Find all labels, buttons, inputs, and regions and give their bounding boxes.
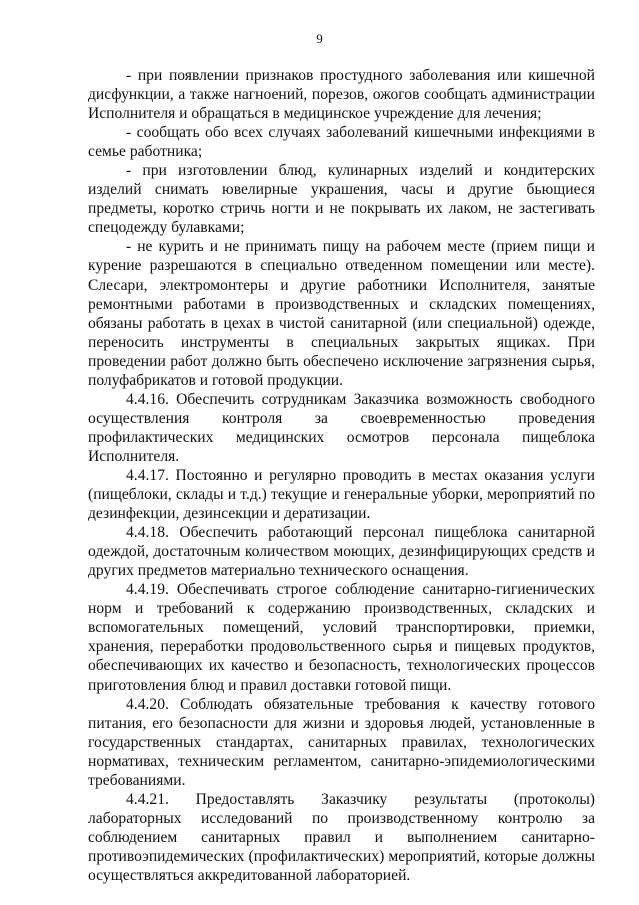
paragraph-no-smoking-eating: - не курить и не принимать пищу на рабочем месте (прием пищи и курение разрешаются в специально отведенном помещении или месте). Слесари, электромонтеры и другие работники Исполнителя, занятые ремонтными работами в производственных и складских помещениях, обязаны работать в цехах в чистой санитарной (или специальной) одежде, переносить инструменты в специальных закрытых ящиках. При проведении работ должно быть обеспечено исключение загрязнения сырья, полуфабрикатов и готовой продукции. [88,238,595,389]
page-number: 9 [316,31,323,46]
paragraph-4-4-16: 4.4.16. Обеспечить сотрудникам Заказчика возможность свободного осуществления контроля за своевременностью проведения профилактических медицинских осмотров персонала пищеблока Исполнителя. [88,390,595,465]
paragraph-family-infections: - сообщать обо всех случаях заболеваний кишечными инфекциями в семье работника; [88,124,595,161]
paragraph-4-4-18: 4.4.18. Обеспечить работающий персонал пищеблока санитарной одеждой, достаточным количеством моющих, дезинфицирующих средств и других предметов материально технического оснащения. [88,524,595,580]
paragraph-jewelry-nails: - при изготовлении блюд, кулинарных изделий и кондитерских изделий снимать ювелирные украшения, часы и другие бьющиеся предметы, коротко стричь ногти и не покрывать их лаком, не застегивать спецодежду булавками; [88,162,595,237]
paragraph-illness-reporting: - при появлении признаков простудного заболевания или кишечной дисфункции, а также нагноений, порезов, ожогов сообщать администрации Исполнителя и обращаться в медицинское учреждение для лечения; [88,67,595,123]
paragraph-4-4-21: 4.4.21. Предоставлять Заказчику результаты (протоколы) лабораторных исследований по производственному контролю за соблюдением санитарных правил и выполнением санитарно-противоэпидемических (профилактических) мероприятий, которые должны осуществляться аккредитованной лабораторией. [88,790,595,884]
paragraph-4-4-19: 4.4.19. Обеспечивать строгое соблюдение санитарно-гигиенических норм и требований к содержанию производственных, складских и вспомогательных помещений, условий транспортировки, приемки, хранения, переработки продовольственного сырья и пищевых продуктов, обеспечивающих их качество и безопасность, технологических процессов приготовления блюд и правил доставки готовой пищи. [88,581,595,694]
paragraph-4-4-17: 4.4.17. Постоянно и регулярно проводить в местах оказания услуги (пищеблоки, склады и т.д.) текущие и генеральные уборки, мероприятий по дезинфекции, дезинсекции и дератизации. [88,466,595,523]
document-body [88,66,595,885]
paragraph-4-4-20: 4.4.20. Соблюдать обязательные требования к качеству готового питания, его безопасности для жизни и здоровья людей, установленные в государственных стандартах, санитарных правилах, технологических нормативах, техническим регламентом, санитарно-эпидемиологическими требованиями. [88,695,595,789]
